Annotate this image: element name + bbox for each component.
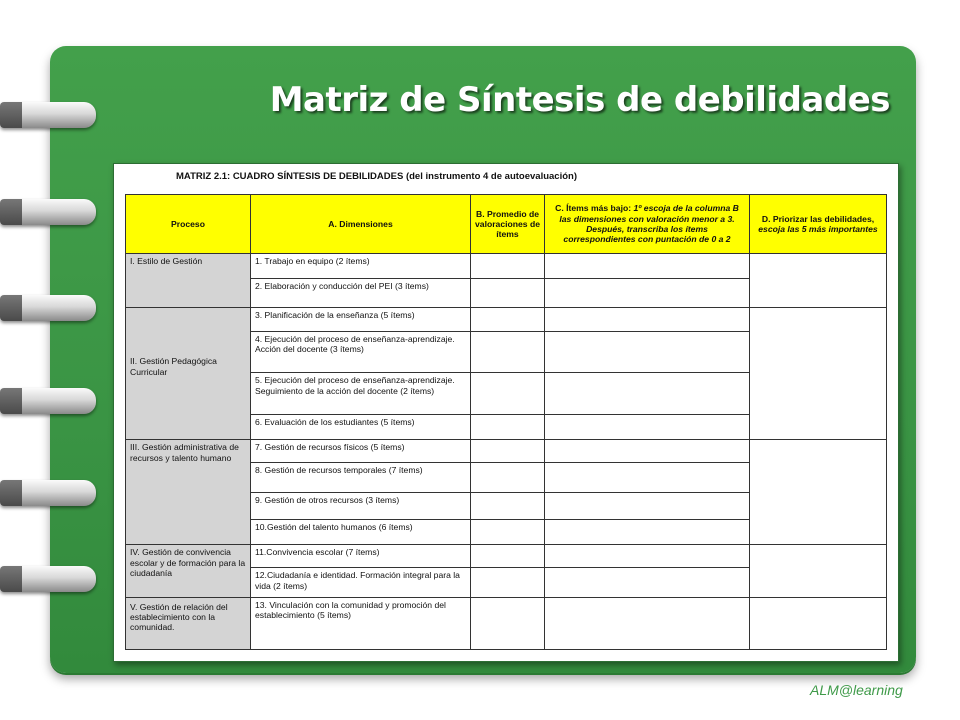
items-cell [545,440,750,463]
header-priorizar-label: D. Priorizar las debilidades, [761,213,875,224]
promedio-cell [471,520,545,545]
table-header-row [126,195,887,254]
promedio-cell [471,308,545,331]
proceso-cell: V. Gestión de relación del establecimiento con la comunidad. [126,597,251,649]
dimension-cell: 4. Ejecución del proceso de enseñanza-aprendizaje. Acción del docente (3 ítems) [251,331,471,373]
dimension-cell: 7. Gestión de recursos físicos (5 ítems) [251,440,471,463]
items-cell [545,492,750,519]
promedio-cell [471,415,545,440]
table-row [126,440,887,463]
items-cell [545,520,750,545]
items-cell [545,279,750,308]
dimension-cell: 8. Gestión de recursos temporales (7 ítems) [251,463,471,492]
binder-ring-4 [0,388,96,414]
header-items-bajo-label: C. Ítems más bajo: [555,203,632,214]
table-row [126,545,887,568]
proceso-cell: I. Estilo de Gestión [126,254,251,308]
header-items-bajo-instructions: 1º escoja de la columna B las dimensiones con valoración menor a 3. Después, transcriba los ítems correspondientes con puntación de 0 a 2 [559,203,739,245]
dimension-cell: 9. Gestión de otros recursos (3 ítems) [251,492,471,519]
binder-ring-5 [0,480,96,506]
slide-title: Matriz de Síntesis de debilidades [269,80,890,120]
promedio-cell [471,279,545,308]
promedio-cell [471,463,545,492]
proceso-cell: II. Gestión Pedagógica Curricular [126,308,251,440]
items-cell [545,415,750,440]
dimension-cell: 1. Trabajo en equipo (2 ítems) [251,254,471,279]
binder-ring-2 [0,199,96,225]
binder-ring-3 [0,295,96,321]
dimension-cell: 3. Planificación de la enseñanza (5 ítems) [251,308,471,331]
weakness-matrix-table [125,194,887,650]
header-priorizar [750,195,887,254]
promedio-cell [471,373,545,415]
dimension-cell: 11.Convivencia escolar (7 ítems) [251,545,471,568]
binder-ring-6 [0,566,96,592]
dimension-cell: 12.Ciudadanía e identidad. Formación integral para la vida (2 ítems) [251,568,471,597]
promedio-cell [471,545,545,568]
brand-logo: ALM@learning [810,682,903,698]
dimension-cell: 5. Ejecución del proceso de enseñanza-aprendizaje. Seguimiento de la acción del docente (2 ítems) [251,373,471,415]
items-cell [545,308,750,331]
header-proceso: Proceso [126,195,251,254]
items-cell [545,254,750,279]
dimension-cell: 10.Gestión del talento humanos (6 ítems) [251,520,471,545]
items-cell [545,545,750,568]
promedio-cell [471,331,545,373]
dimension-cell: 6. Evaluación de los estudiantes (5 ítems) [251,415,471,440]
priorizar-cell [750,597,887,649]
table-row [126,597,887,649]
header-promedio: B. Promedio de valoraciones de ítems [471,195,545,254]
table-row [126,254,887,279]
items-cell [545,373,750,415]
promedio-cell [471,492,545,519]
header-dimensiones: A. Dimensiones [251,195,471,254]
promedio-cell [471,254,545,279]
priorizar-cell [750,545,887,597]
proceso-cell: III. Gestión administrativa de recursos y talento humano [126,440,251,545]
priorizar-cell [750,440,887,545]
table-row [126,308,887,331]
promedio-cell [471,440,545,463]
priorizar-cell [750,254,887,308]
dimension-cell: 2. Elaboración y conducción del PEI (3 ítems) [251,279,471,308]
binder-ring-1 [0,102,96,128]
promedio-cell [471,597,545,649]
items-cell [545,568,750,597]
document-heading: MATRIZ 2.1: CUADRO SÍNTESIS DE DEBILIDADES (del instrumento 4 de autoevaluación) [176,171,577,182]
items-cell [545,331,750,373]
dimension-cell: 13. Vinculación con la comunidad y promoción del establecimiento (5 ítems) [251,597,471,649]
proceso-cell: IV. Gestión de convivencia escolar y de formación para la ciudadanía [126,545,251,597]
header-items-bajo [545,195,750,254]
items-cell [545,597,750,649]
document-image [113,163,899,662]
header-priorizar-instructions: escoja las 5 más importantes [758,224,878,234]
promedio-cell [471,568,545,597]
priorizar-cell [750,308,887,440]
items-cell [545,463,750,492]
